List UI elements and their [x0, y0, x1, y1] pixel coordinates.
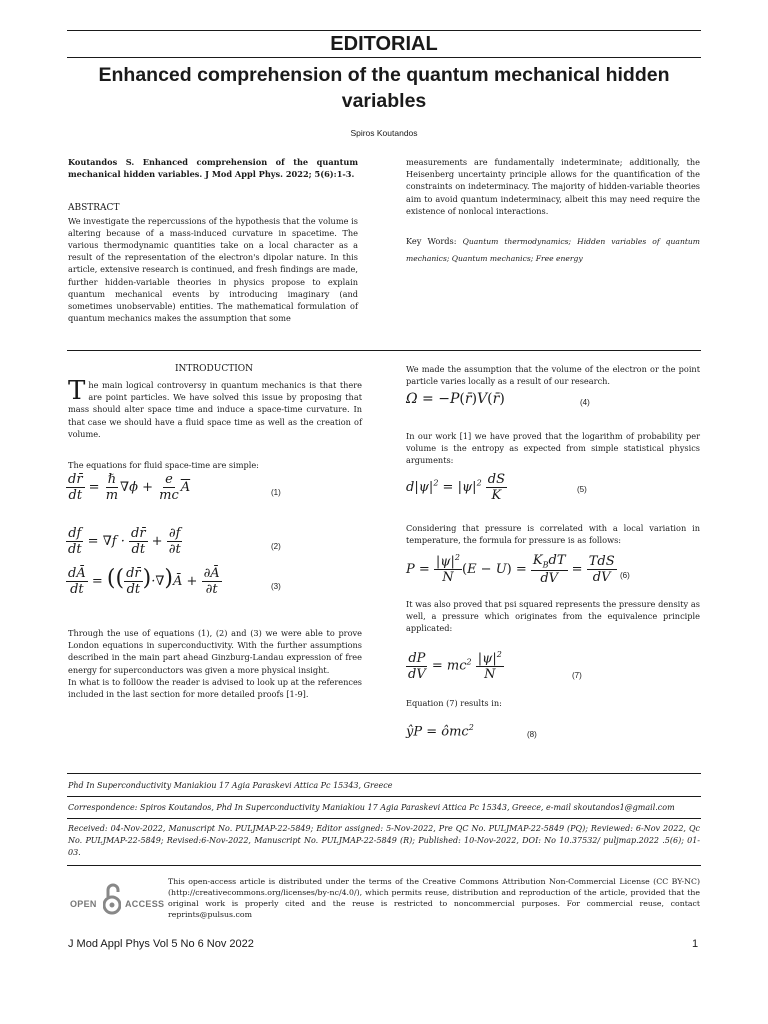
section-label: EDITORIAL: [330, 33, 438, 55]
article-title: Enhanced comprehension of the quantum mechanical hidden variables: [98, 64, 670, 112]
intro-text-3: Through the use of equations (1), (2) and (3) we were able to prove London equations in superconductivity. With the further assumptions described in the main part ahead Ginzburg-Landau expression of free energy for superconductors was given a more physical insight.: [68, 628, 362, 675]
abstract-continuation: measurements are fundamentally indeterminate; additionally, the Heisenberg uncertainty principle allows for the quantification of the constraints on indeterminacy. The majority of hidden-variable theories aim to avoid quantum indeterminacy, albeit this may need require the existence of nonlocal interactions.: [406, 157, 700, 216]
affiliation: Phd In Superconductivity Maniakiou 17 Agia Paraskevi Attica Pc 15343, Greece: [68, 781, 393, 790]
footnote-rule-3: [67, 818, 701, 819]
open-lock-icon: [103, 883, 121, 915]
right-paragraph-3: Considering that pressure is correlated with a local variation in temperature, the formula for pressure is as follows:: [406, 523, 700, 546]
citation: Koutandos S. Enhanced comprehension of the quantum mechanical hidden variables. J Mod Appl Phys. 2022; 5(6):1-3.: [68, 157, 358, 180]
equation-8: ŷP = ômc$^2$: [406, 723, 474, 740]
equation-7: $\frac{dP}{dV}$ = $mc^2$ $\frac{|\psi|^2}{N}$: [408, 650, 502, 683]
equation-2: $\frac{df}{dt}$ = ∇f · $\frac{dr̄}{dt}$ + $\frac{\partial f}{\partial t}$: [68, 526, 181, 557]
equation-2-number: (2): [271, 542, 281, 551]
right-paragraph-4: It was also proved that psi squared represents the pressure density as well, a pressure which originates from the equivalence principle applicated:: [406, 599, 700, 634]
keywords: [406, 233, 700, 267]
abstract-text: We investigate the repercussions of the hypothesis that the volume is altering because of a mass-induced curvature in spacetime. The various thermodynamic quantities take on a local character as a result of the representation of the electron's dipolar nature. In this article, extensive research is continued, and fresh findings are made, further hidden-variable theories in physics propose to explain quantum mechanical events by introducing imaginary (and sometimes unobservable) entities. The mathematical formulation of quantum mechanics makes the assumption that some: [68, 215, 358, 324]
keywords-text: Quantum thermodynamics; Hidden variables of quantum mechanics; Quantum mechanics; Free energy: [406, 237, 700, 264]
equation-7-number: (7): [572, 671, 582, 680]
equation-8-number: (8): [527, 730, 537, 739]
open-access-word-access: ACCESS: [125, 899, 165, 909]
equation-3: $\frac{dĀ}{dt}$ = (( $\frac{dr̄}{dt}$ )·∇)Ā + $\frac{\partial Ā}{\partial t}$: [68, 566, 220, 597]
abstract-column-right: [406, 156, 700, 267]
page-number: 1: [692, 938, 699, 950]
equation-5: $d|\psi|^2 = |\psi|^2$ $\frac{dS}{K}$: [406, 472, 506, 503]
right-paragraph-1: We made the assumption that the volume of the electron or the point particle varies locally as a result of our research.: [406, 364, 700, 387]
intro-paragraph-3: [68, 627, 362, 700]
equation-4-number: (4): [580, 398, 590, 407]
header-top-rule: [67, 30, 701, 31]
right-paragraph-2: In our work [1] we have proved that the logarithm of probability per volume is the entropy as expected from simple statistical physics arguments:: [406, 431, 700, 466]
drop-cap: T: [68, 376, 86, 406]
footnote-rule-1: [67, 773, 701, 774]
journal-footer: J Mod Appl Phys Vol 5 No 6 Nov 2022: [68, 938, 254, 950]
right-paragraph-5: Equation (7) results in:: [406, 698, 502, 708]
equation-1-number: (1): [271, 488, 281, 497]
equation-4: Ω = −P(r̄)V(r̄): [406, 391, 505, 407]
equation-6: P = $\frac{|\psi|^2}{N}$ (E − U) = $\frac{K_BdT}{dV}$ = $\frac{\text{TdS}}{dV}$: [406, 553, 615, 586]
abstract-heading: ABSTRACT: [68, 203, 120, 214]
correspondence: Correspondence: Spiros Koutandos, Phd In Superconductivity Maniakiou 17 Agia Paraskevi Attica Pc 15343, Greece, e-mail skoutandos1@gmail.com: [68, 803, 675, 812]
article-history: Received: 04-Nov-2022, Manuscript No. PULJMAP-22-5849; Editor assigned: 5-Nov-2022, Pre QC No. PULJMAP-22-5849 (PQ); Reviewed: 6-Nov 2022, Qc No. PULJMAP-22-5849; Revised:6-Nov-2022, Manuscript No. PULJMAP-22-5849 (R); Published: 10-Nov-2022, DOI: No 10.37532/ puljmap.2022 .5(6); 01-03.: [68, 824, 700, 857]
equation-1: $\frac{dr̄}{dt}$ = $\frac{\text{ℏ}}{m}$ ∇ϕ + $\frac{e}{mc}$ $\overline{A}$: [68, 472, 191, 503]
section-divider: [67, 350, 701, 351]
intro-paragraph-2: The equations for fluid space-time are simple:: [68, 460, 259, 470]
intro-text-1: he main logical controversy in quantum mechanics is that there are point particles. We have solved this issue by proposing that mass should alter space time and induce a space-time curvature. In that case we should have a fluid space time as well as the creation of volume.: [68, 380, 362, 439]
footnote-rule-2: [67, 796, 701, 797]
author-name: Spiros Koutandos: [350, 128, 418, 138]
introduction-heading: INTRODUCTION: [174, 364, 254, 374]
intro-paragraph-1: [68, 376, 362, 440]
license-text: This open-access article is distributed under the terms of the Creative Commons Attribution Non-Commercial License (CC BY-NC) (http://creativecommons.org/licenses/by-nc/4.0/), which permits reuse, distribution and reproduction of the article, provided that the original work is properly cited and the reuse is restricted to noncommercial purposes. For commercial reuse, contact reprints@pulsus.com: [168, 877, 700, 919]
header-bottom-rule: [67, 57, 701, 58]
footnote-rule-4: [67, 865, 701, 866]
equation-6-number: (6): [620, 571, 630, 580]
keywords-label: Key Words:: [406, 236, 457, 247]
equation-3-number: (3): [271, 582, 281, 591]
open-access-logo: [70, 883, 170, 919]
abstract-column-left: [68, 156, 358, 324]
intro-text-4: In what is to foll0ow the reader is advised to look up at the references included in the last section for more detailed proofs [1-9].: [68, 676, 362, 700]
equation-5-number: (5): [577, 485, 587, 494]
open-access-word-open: OPEN: [70, 899, 97, 909]
